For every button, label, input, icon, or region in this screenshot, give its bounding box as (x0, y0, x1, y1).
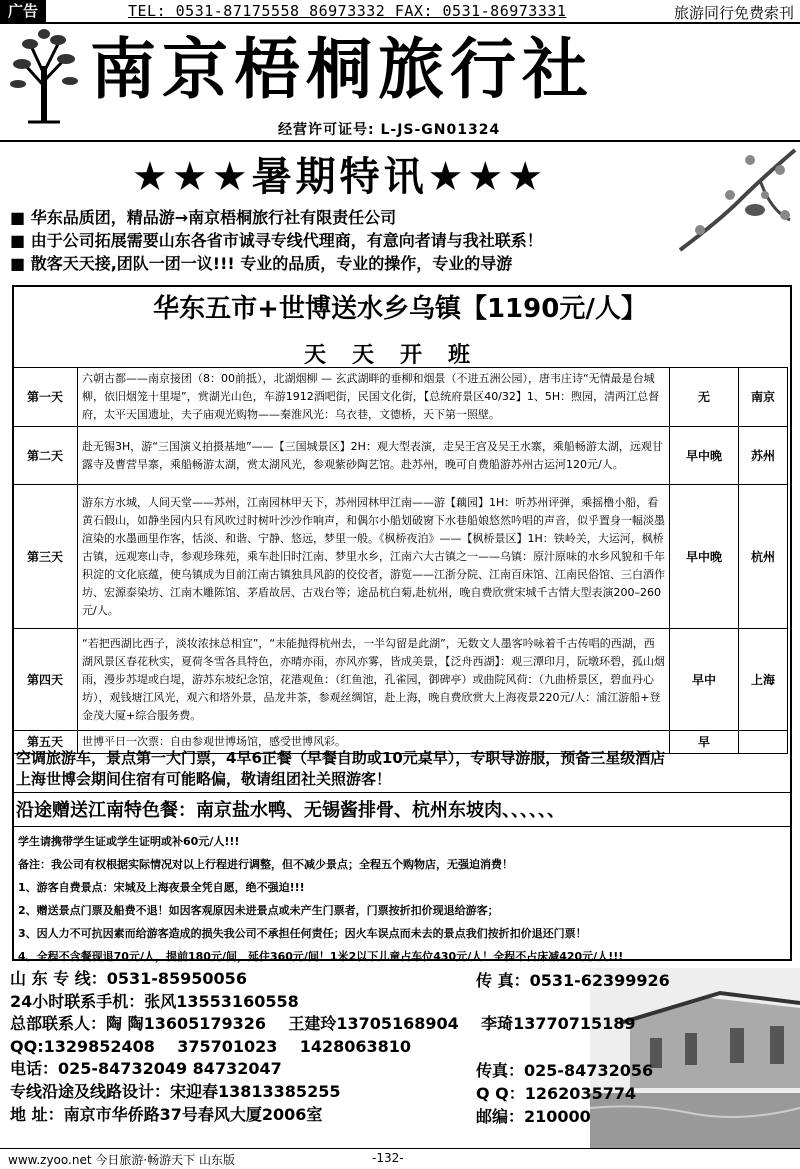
meals: 无 (670, 368, 739, 427)
bullet-item: ■ 散客天天接,团队一团一议!!! 专业的品质，专业的操作，专业的导游 (10, 254, 513, 273)
tree-logo-icon (8, 26, 80, 126)
tel-fax-line: TEL: 0531-87175558 86973332 FAX: 0531-86973331 (128, 2, 567, 20)
page-number: -132- (372, 1151, 404, 1165)
route-designer: 专线沿途及线路设计：宋迎春13813385255 (10, 1081, 341, 1101)
bullet-list (10, 206, 543, 275)
day-description: 赴无锡3H，游“三国演义拍摄基地”——【三国城景区】2H：观大型表演，走吴王宫及吴王水寨，乘船畅游太湖，远观甘露寺及曹营旱寨，乘船畅游太湖，赏太湖风光，参观紫砂陶艺馆。赴苏州，晚可自费船游苏州古运河120元/人。 (78, 427, 670, 485)
fax-nanjing: 传真：025-84732056 (476, 1061, 654, 1080)
daily-departure: 天天开班 (303, 343, 496, 368)
free-index-text: 旅游同行免费索刊 (673, 4, 794, 22)
note-item: 1、游客自费景点：宋城及上海夜景全凭自愿，绝不强迫!!! (18, 881, 305, 894)
overnight-city (739, 731, 788, 754)
note-item: 备注：我公司有权根据实际情况对以上行程进行调整，但不减少景点；全程五个购物店，无强迫消费！ (18, 858, 513, 871)
hq-contacts (10, 1013, 636, 1036)
table-row (13, 368, 788, 427)
address: 地 址：南京市华侨路37号春风大厦2006室 (10, 1104, 323, 1124)
notes-list (18, 830, 623, 968)
agency-name: 南京梧桐旅行社 (90, 31, 594, 108)
route-title: 华东五市+世博送水乡乌镇【1190元/人】 (153, 294, 647, 324)
service-line: 上海世博会期间住宿有可能略偏，敬请组团社关照游客！ (16, 770, 392, 788)
divider (12, 826, 790, 827)
qq-numbers (10, 1036, 636, 1059)
day-description: 六朝古都——南京接团（8：00前抵），北湖烟柳 — 玄武湖畔的垂柳和烟景（不进五洲公园），唐韦庄诗“无情最是台城柳，依旧烟笼十里堤”，赏湖光山色，车游1912酒吧街，民国文化街，【总统府景区40/32】1、5H：煦园，清两江总督府，太平天国遗址，夫子庙观光购物——秦淮风光：乌衣巷，文德桥，天下第一照壁。 (78, 368, 670, 427)
gift-meals: 沿途赠送江南特色餐：南京盐水鸭、无锡酱排骨、杭州东坡肉、、、、、、 (16, 800, 565, 821)
day-label: 第二天 (13, 427, 78, 485)
qq-number: QQ:1329852408 (10, 1036, 155, 1056)
top-bar (0, 0, 800, 24)
hq-contact: 总部联系人：陶 陶13605179326 (10, 1014, 267, 1034)
note-item: 2、赠送景点门票及船费不退！如因客观原因未进景点或未产生门票者，门票按折扣价现退给游客； (18, 904, 499, 917)
day-label: 第四天 (13, 629, 78, 731)
qq-second: Q Q：1262035774 (476, 1084, 637, 1103)
overnight-city: 上海 (739, 629, 788, 731)
ad-tag: 广告 (0, 0, 46, 22)
footer (0, 1148, 800, 1169)
day-description: 游东方水城，人间天堂——苏州，江南园林甲天下，苏州园林甲江南——游【藕园】1H：听苏州评弹，乘摇橹小船，看黄石假山，如静坐园内只有风吹过时树叶沙沙作响声，和偶尔小船划破窗下水巷船娘悠然吟唱的声音，似乎置身一幅淡墨渲染的水墨画里作客，恬淡、和谐、宁静、悠远，梦里一般。《枫桥夜泊》——【枫桥景区】1H：铁岭关，大运河，枫桥古镇，远观寒山寺，参观珍珠苑，乘车赴旧时江南、梦里水乡，江南六大古镇之一——乌镇：原汁原味的水乡风貌和千年积淀的文化底蕴，使乌镇成为目前江南古镇独具风韵的佼佼者，游览——江浙分院、江南百床馆、江南民俗馆、三白酒作坊、宏源泰染坊、江南木雕陈馆、茅盾故居、古戏台等；途品杭白菊,赴杭州，晚自费欣赏宋城千古情大型表演200–260元/人。 (78, 485, 670, 629)
day-label: 第三天 (13, 485, 78, 629)
table-row (13, 427, 788, 485)
bullet-item: ■ 华东品质团，精品游→南京梧桐旅行社有限责任公司 (10, 208, 397, 227)
table-row (13, 485, 788, 629)
license-number: 经营许可证号: L-JS-GN01324 (278, 122, 501, 138)
note-item: 4、全程不含餐现退70元/人，提前180元/间，延住360元/间！1米2以下儿童占车位430元/人！全程不占床减420元/人!!! (18, 950, 624, 963)
bullet-item: ■ 由于公司拓展需要山东各省市诚寻专线代理商，有意向者请与我社联系！ (10, 231, 543, 250)
note-item: 3、因人力不可抗因素而给游客造成的损失我公司不承担任何责任；因火车误点而未去的景点我们按折扣价退还门票！ (18, 927, 587, 940)
overnight-city: 杭州 (739, 485, 788, 629)
day-label: 第五天 (13, 731, 78, 754)
meals: 早中 (670, 629, 739, 731)
note-item: 学生请携带学生证或学生证明或补60元/人!!! (18, 835, 240, 848)
service-line: 空调旅游车，景点第一大门票，4早6正餐（早餐自助或10元桌早），专职导游服，预备三星级酒店 (16, 749, 666, 767)
service-info (16, 748, 665, 790)
overnight-city: 苏州 (739, 427, 788, 485)
summer-special-headline: ★★★暑期特讯★★★ (132, 154, 548, 200)
phone: 电话：025-84732049 84732047 (10, 1059, 282, 1079)
fax-shandong: 传 真：0531-62399926 (476, 971, 670, 990)
qq-number: 375701023 (177, 1036, 278, 1056)
itinerary-table (12, 367, 788, 754)
meals: 早中晚 (670, 427, 739, 485)
hq-contact: 李琦13770715189 (481, 1014, 636, 1034)
divider (12, 792, 790, 793)
day-description: 世博平日一次票：自由参观世博场馆，感受世博风彩。 (78, 731, 670, 754)
day-description: “若把西湖比西子，淡妆浓抹总相宜”，“未能抛得杭州去，一半勾留是此湖”，无数文人墨客吟咏着千古传唱的西湖，西湖风景区春花秋实，夏荷冬雪各具特色，亦晴亦雨，亦风亦雾，皆成美景，【泛舟西湖】：观三潭印月，阮墩环碧，孤山烟雨，漫步苏堤或白堤，游苏东坡纪念馆，花港观鱼：（红鱼池，孔雀园，御碑亭）或曲院风荷：（九曲桥景区，碧血丹心坊），观钱塘江风光，观六和塔外景，品龙井茶，参观丝绸馆，赴上海，晚自费欣赏大上海夜景220元/人：浦江游船+登金茂大厦+综合服务费。 (78, 629, 670, 731)
postcode: 邮编：210000 (476, 1107, 591, 1126)
footer-site: www.zyoo.net 今日旅游·畅游天下 山东版 (8, 1153, 235, 1167)
meals: 早中晚 (670, 485, 739, 629)
qq-number: 1428063810 (299, 1036, 412, 1056)
plum-blossom-icon (660, 140, 800, 260)
hq-contact: 王建玲13705168904 (288, 1014, 459, 1034)
mobile: 24小时联系手机：张风13553160558 (10, 991, 299, 1011)
shandong-line: 山 东 专 线：0531-85950056 (10, 969, 247, 988)
table-row (13, 629, 788, 731)
day-label: 第一天 (13, 368, 78, 427)
overnight-city: 南京 (739, 368, 788, 427)
meals: 早 (670, 731, 739, 754)
